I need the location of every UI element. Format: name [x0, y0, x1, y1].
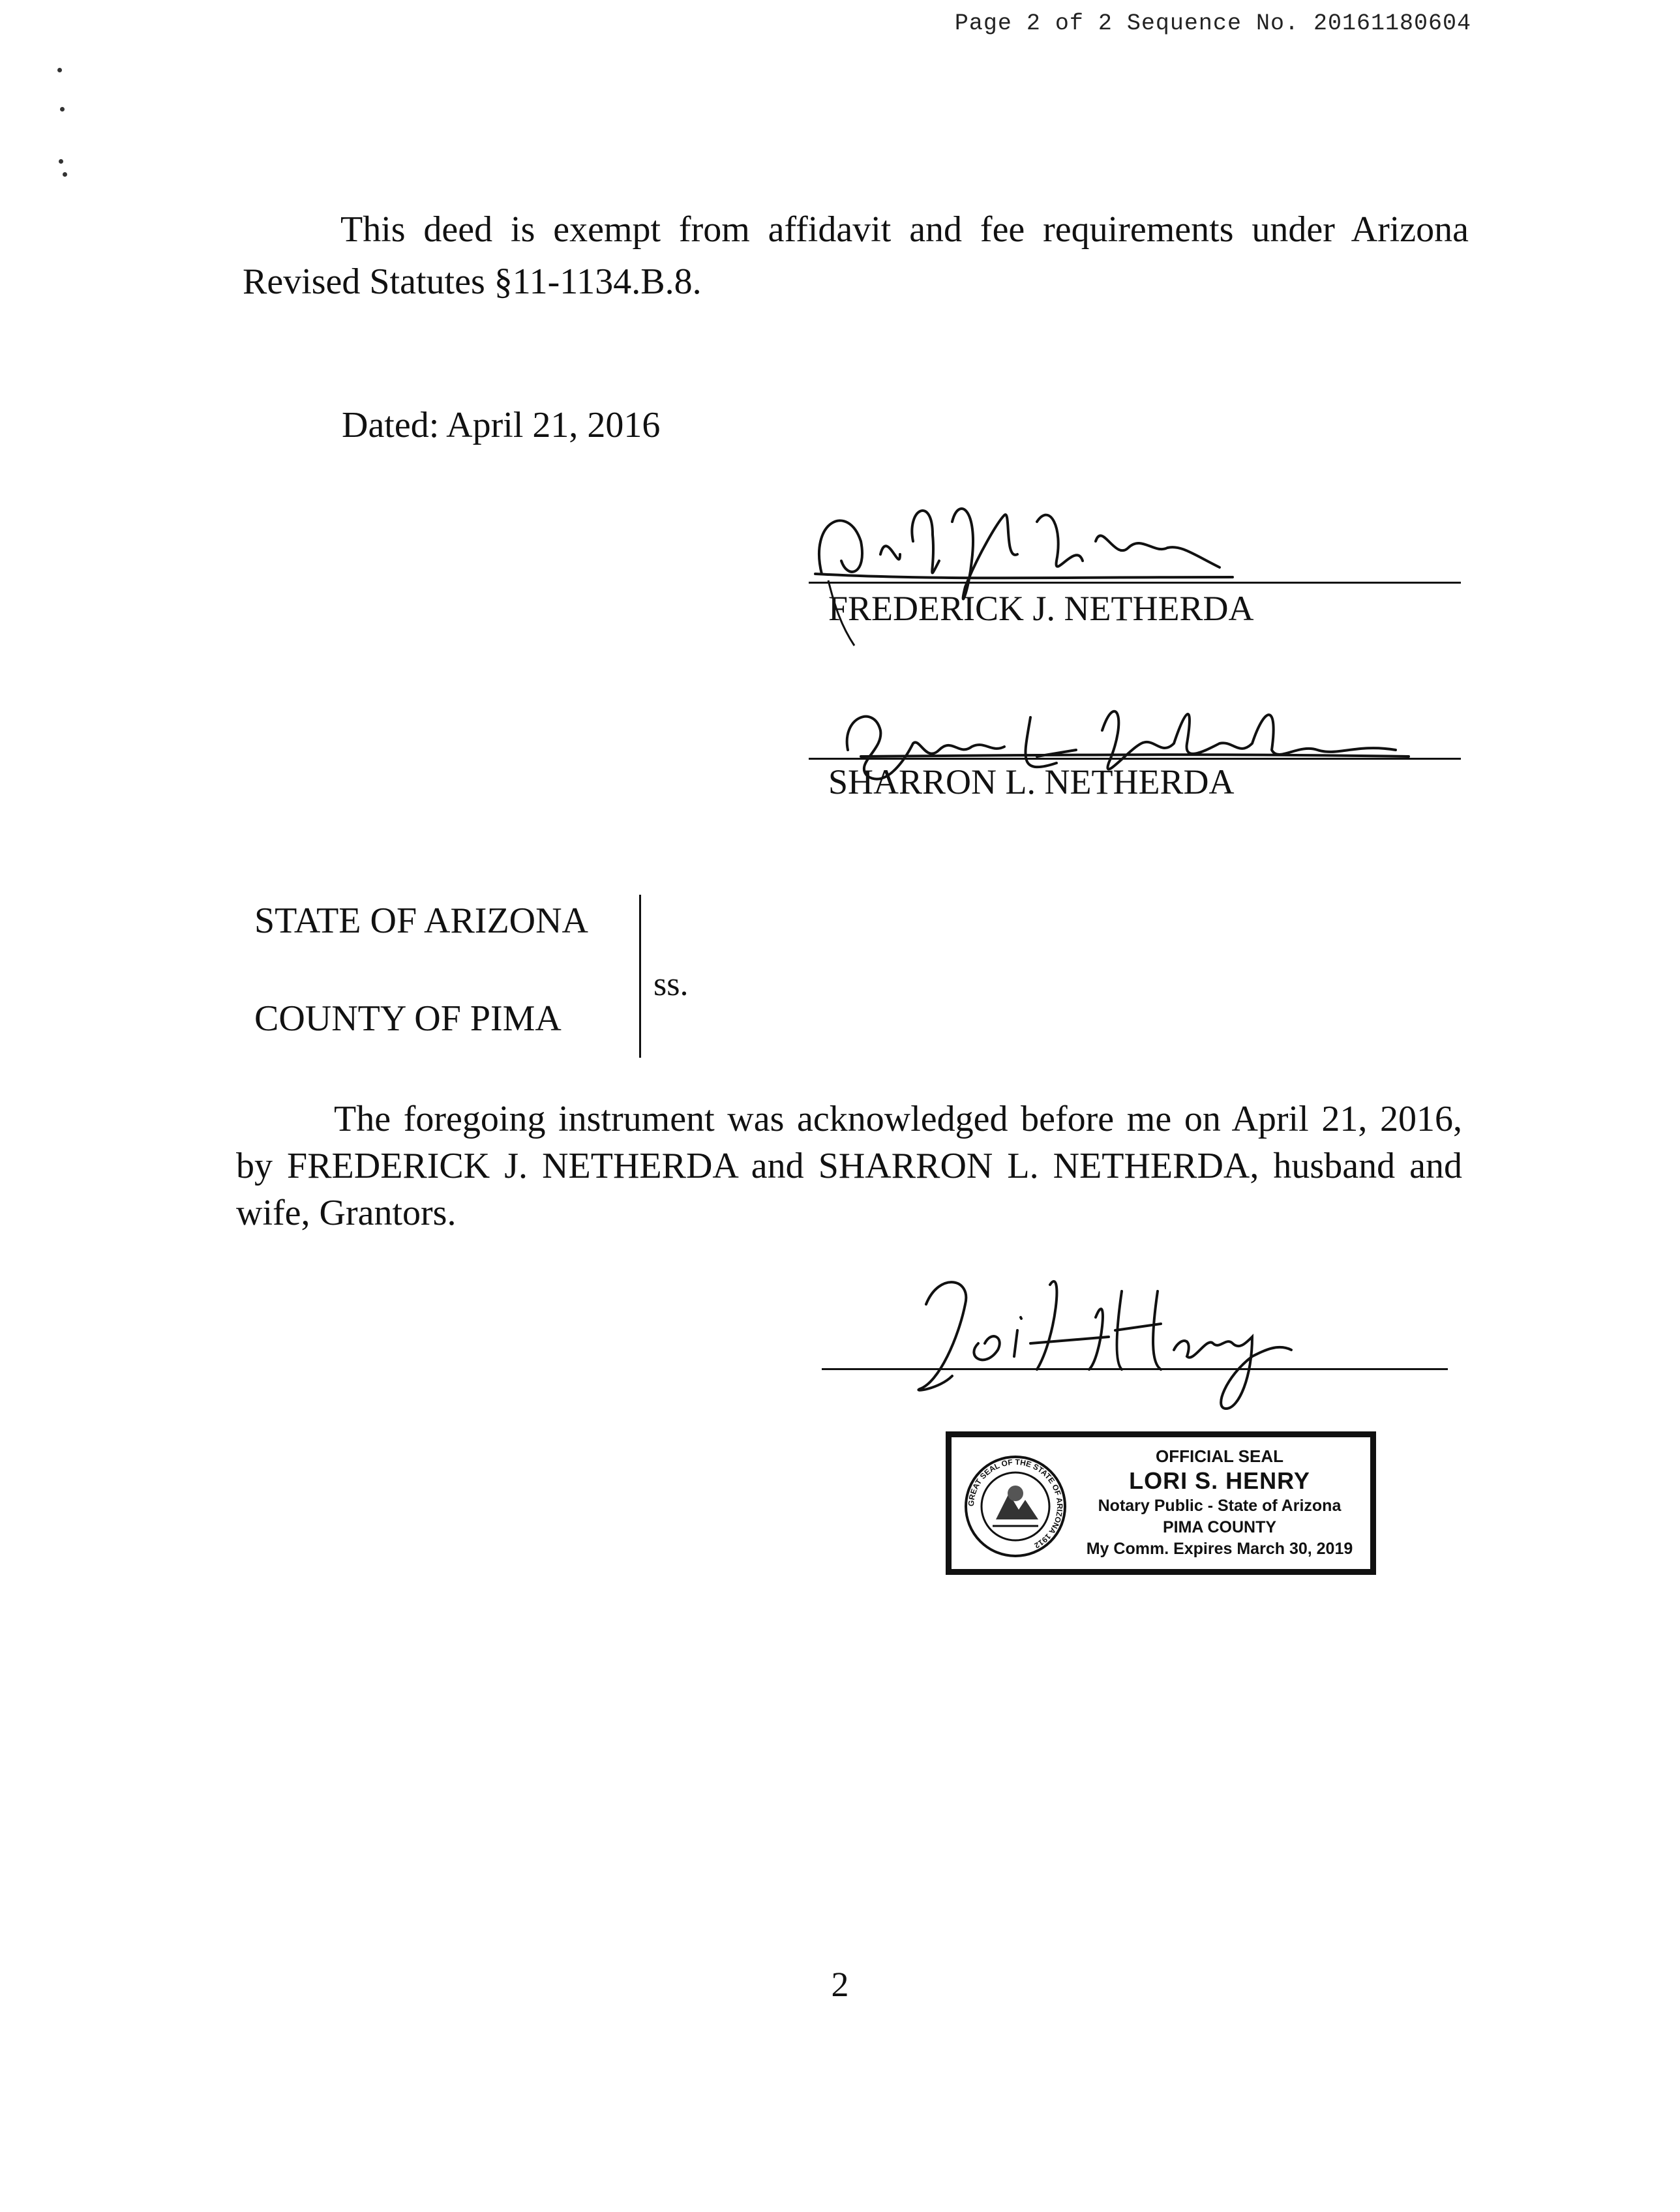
signer-name-sharron: SHARRON L. NETHERDA	[828, 762, 1235, 801]
venue-county: COUNTY OF PIMA	[254, 998, 562, 1039]
seal-county: PIMA COUNTY	[1162, 1518, 1277, 1536]
seal-notary-name: LORI S. HENRY	[1129, 1467, 1310, 1494]
exemption-text: This deed is exempt from affidavit and fee requirements under Arizona Revised Statutes §11-1134.B.8.	[243, 209, 1469, 302]
signature-block-frederick	[809, 483, 1461, 639]
acknowledgment-paragraph	[236, 1096, 1462, 1236]
margin-scan-marks	[56, 68, 76, 185]
venue-divider	[639, 895, 641, 1058]
notary-seal	[946, 1431, 1376, 1575]
signature-notary	[900, 1259, 1317, 1428]
venue-ss: ss.	[653, 966, 689, 1003]
seal-title: OFFICIAL SEAL	[1156, 1446, 1283, 1466]
dated-line: Dated: April 21, 2016	[342, 405, 661, 445]
signer-name-frederick: FREDERICK J. NETHERDA	[828, 589, 1254, 628]
page-sequence-header: Page 2 of 2 Sequence No. 20161180604	[954, 10, 1471, 37]
arizona-state-seal-icon	[963, 1454, 1068, 1559]
venue-state: STATE OF ARIZONA	[254, 901, 588, 941]
exemption-paragraph	[243, 203, 1469, 308]
seal-notary-role: Notary Public - State of Arizona	[1098, 1497, 1342, 1515]
notary-signature-line	[822, 1368, 1448, 1370]
acknowledgment-text: The foregoing instrument was acknowledged before me on April 21, 2016, by FREDERICK J. NETHERDA and SHARRON L. NETHERDA, husband and wife, Grantors.	[236, 1099, 1462, 1233]
venue-block	[254, 900, 711, 1063]
signature-block-sharron	[809, 678, 1461, 809]
seal-expiration: My Comm. Expires March 30, 2019	[1086, 1540, 1353, 1558]
page-number: 2	[831, 1965, 849, 2004]
seal-emblem-text: GREAT SEAL OF THE STATE OF ARIZONA 1912	[966, 1457, 1065, 1551]
